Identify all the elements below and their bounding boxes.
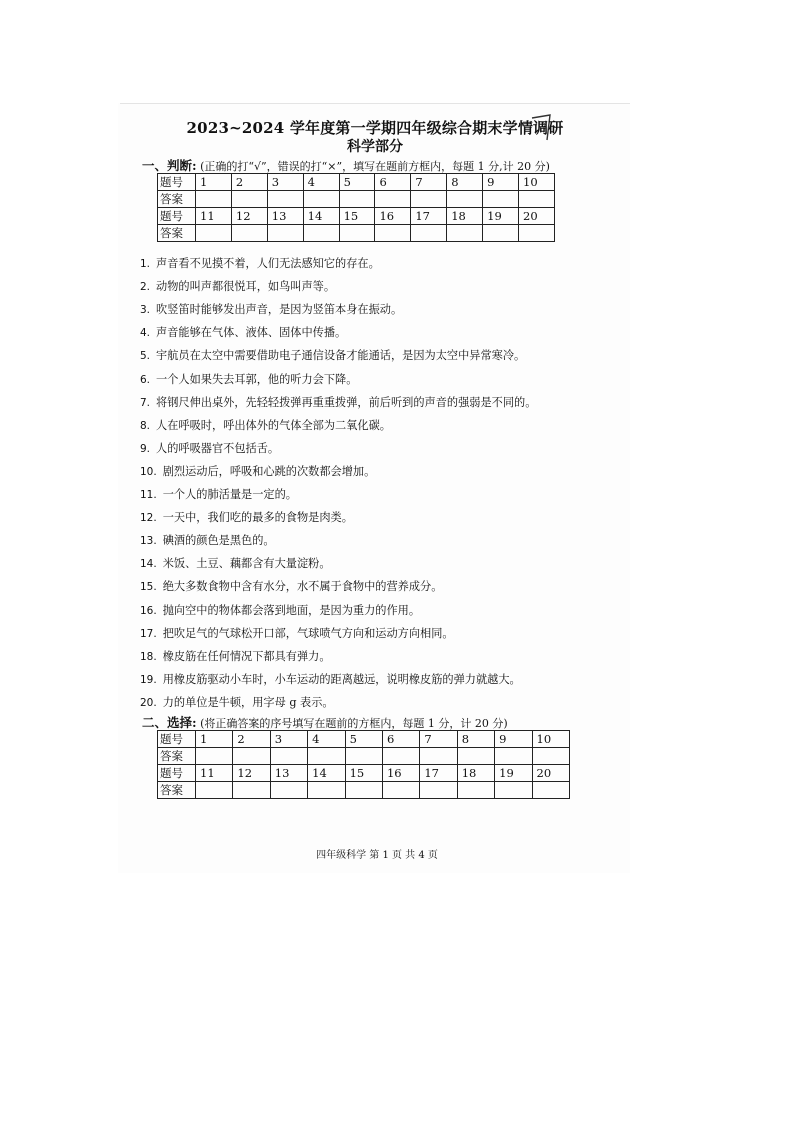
question-text: 一个人如果失去耳郭，他的听力会下降。 — [156, 372, 358, 386]
question-number-cell: 6 — [382, 731, 419, 748]
answer-cell[interactable] — [196, 225, 232, 242]
question-number-cell: 18 — [447, 208, 483, 225]
question-number-cell: 19 — [483, 208, 519, 225]
question-item — [140, 373, 357, 387]
answer-cell[interactable] — [457, 748, 494, 765]
answer-cell[interactable] — [382, 782, 419, 799]
question-item — [140, 280, 335, 294]
number-header: 题号 — [158, 174, 196, 191]
question-item — [140, 534, 275, 548]
question-text: 碘酒的颜色是黑色的。 — [162, 534, 275, 548]
question-text: 绝大多数食物中含有水分，水不属于食物中的营养成分。 — [162, 580, 443, 594]
answer-cell[interactable] — [382, 748, 419, 765]
question-item — [140, 396, 536, 410]
question-number-cell: 9 — [483, 174, 519, 191]
answer-cell[interactable] — [532, 748, 569, 765]
number-header: 题号 — [158, 208, 196, 225]
answer-cell[interactable] — [196, 191, 232, 208]
question-number-cell: 16 — [382, 765, 419, 782]
question-text: 声音看不见摸不着，人们无法感知它的存在。 — [156, 257, 380, 270]
question-number: 3. — [140, 304, 151, 317]
question-number: 4. — [140, 327, 151, 340]
question-text: 宇航员在太空中需要借助电子通信设备才能通话，是因为太空中异常寒冷。 — [156, 349, 526, 363]
question-text: 动物的叫声都很悦耳，如鸟叫声等。 — [156, 280, 336, 294]
question-text: 人在呼吸时，呼出体外的气体全部为二氧化碳。 — [156, 418, 391, 432]
question-number-cell: 3 — [270, 731, 307, 748]
answer-cell[interactable] — [411, 191, 447, 208]
section2-answer-table — [157, 730, 570, 799]
question-number-cell: 8 — [457, 731, 494, 748]
page-subtitle: 科学部分 — [347, 139, 403, 155]
question-number: 13. — [140, 535, 157, 548]
answer-cell[interactable] — [267, 191, 303, 208]
answer-cell[interactable] — [233, 782, 270, 799]
question-number-cell: 11 — [196, 765, 233, 782]
table-row — [158, 782, 570, 799]
answer-cell[interactable] — [447, 225, 483, 242]
question-text: 人的呼吸器官不包括舌。 — [156, 441, 280, 455]
table-row — [158, 208, 555, 225]
question-number: 8. — [140, 419, 151, 432]
answer-cell[interactable] — [483, 191, 519, 208]
answer-cell[interactable] — [308, 782, 345, 799]
question-number-cell: 3 — [267, 174, 303, 191]
table-row — [158, 191, 555, 208]
question-number: 20. — [140, 696, 157, 709]
answer-cell[interactable] — [420, 748, 457, 765]
answer-cell[interactable] — [196, 782, 233, 799]
question-number: 10. — [140, 465, 157, 478]
answer-cell[interactable] — [270, 748, 307, 765]
answer-cell[interactable] — [411, 225, 447, 242]
question-number: 11. — [140, 489, 157, 501]
question-text: 抛向空中的物体都会落到地面，是因为重力的作用。 — [162, 603, 421, 617]
question-text: 力的单位是牛顿，用字母 g 表示。 — [162, 695, 334, 709]
question-number-cell: 15 — [339, 208, 375, 225]
answer-cell[interactable] — [231, 225, 267, 242]
question-number-cell: 15 — [345, 765, 382, 782]
question-number-cell: 7 — [411, 174, 447, 191]
question-text: 将钢尺伸出桌外，先轻轻拨弹再重重拨弹，前后听到的声音的强弱是不同的。 — [156, 395, 537, 409]
question-item — [140, 349, 525, 363]
question-text: 把吹足气的气球松开口部，气球喷气方向和运动方向相同。 — [162, 626, 454, 640]
question-item — [140, 627, 454, 641]
question-text: 吹竖笛时能够发出声音，是因为竖笛本身在振动。 — [156, 303, 403, 317]
answer-cell[interactable] — [483, 225, 519, 242]
question-number: 17. — [140, 627, 157, 640]
question-number-cell: 12 — [233, 765, 270, 782]
question-text: 一个人的肺活量是一定的。 — [162, 488, 297, 501]
question-item — [140, 604, 420, 618]
answer-cell[interactable] — [345, 782, 382, 799]
answer-cell[interactable] — [196, 748, 233, 765]
question-number-cell: 13 — [270, 765, 307, 782]
question-number-cell: 5 — [345, 731, 382, 748]
question-item — [140, 465, 375, 479]
question-number-cell: 10 — [519, 174, 555, 191]
question-text: 橡皮筋在任何情况下都具有弹力。 — [162, 649, 331, 663]
question-number-cell: 7 — [420, 731, 457, 748]
number-header: 题号 — [158, 765, 196, 782]
question-number: 15. — [140, 581, 157, 594]
question-number: 9. — [140, 442, 151, 455]
section1-answer-table — [157, 173, 555, 242]
answer-cell[interactable] — [303, 225, 339, 242]
page-footer: 四年级科学 第 1 页 共 4 页 — [316, 850, 438, 861]
question-item — [140, 580, 442, 594]
table-row — [158, 748, 570, 765]
section2-label: 二、选择: — [142, 715, 197, 730]
section1-label: 一、判断: — [142, 158, 197, 173]
question-item — [140, 442, 279, 456]
question-text: 米饭、土豆、藕都含有大量淀粉。 — [162, 557, 331, 571]
question-number-cell: 20 — [532, 765, 569, 782]
answer-cell[interactable] — [270, 782, 307, 799]
answer-cell[interactable] — [420, 782, 457, 799]
question-number-cell: 10 — [532, 731, 569, 748]
table-row — [158, 731, 570, 748]
question-number-cell: 1 — [196, 731, 233, 748]
answer-cell[interactable] — [495, 748, 532, 765]
answer-cell[interactable] — [308, 748, 345, 765]
question-number: 1. — [140, 258, 151, 270]
question-item — [140, 488, 297, 502]
question-number: 2. — [140, 281, 151, 294]
answer-cell[interactable] — [339, 225, 375, 242]
question-item — [140, 696, 334, 710]
question-number-cell: 19 — [495, 765, 532, 782]
section2-instruction: (将正确答案的序号填写在题前的方框内，每题 1 分，计 20 分) — [200, 717, 508, 730]
answer-cell[interactable] — [233, 748, 270, 765]
answer-cell[interactable] — [339, 191, 375, 208]
question-number-cell: 17 — [420, 765, 457, 782]
answer-cell[interactable] — [519, 191, 555, 208]
question-number-cell: 14 — [308, 765, 345, 782]
question-number-cell: 18 — [457, 765, 494, 782]
answer-cell[interactable] — [231, 191, 267, 208]
answer-cell[interactable] — [532, 782, 569, 799]
question-number-cell: 6 — [375, 174, 411, 191]
section1-instruction: (正确的打“√”，错误的打“×”，填写在题前方框内，每题 1 分,计 20 分) — [200, 160, 550, 173]
question-number-cell: 9 — [495, 731, 532, 748]
question-item — [140, 511, 353, 525]
question-number: 7. — [140, 396, 151, 409]
question-number-cell: 17 — [411, 208, 447, 225]
question-item — [140, 673, 521, 687]
answer-header: 答案 — [158, 782, 196, 799]
question-number: 12. — [140, 512, 157, 525]
top-border — [120, 103, 630, 104]
question-text: 用橡皮筋驱动小车时，小车运动的距离越远，说明橡皮筋的弹力就越大。 — [162, 672, 521, 686]
answer-cell[interactable] — [303, 191, 339, 208]
table-row — [158, 765, 570, 782]
question-number-cell: 4 — [303, 174, 339, 191]
question-item — [140, 257, 380, 271]
question-text: 声音能够在气体、液体、固体中传播。 — [156, 326, 347, 340]
question-number-cell: 1 — [196, 174, 232, 191]
table-row — [158, 174, 555, 191]
question-number-cell: 2 — [233, 731, 270, 748]
question-number-cell: 11 — [196, 208, 232, 225]
question-number-cell: 20 — [519, 208, 555, 225]
question-item — [140, 303, 402, 317]
question-number-cell: 12 — [231, 208, 267, 225]
answer-cell[interactable] — [457, 782, 494, 799]
answer-cell[interactable] — [495, 782, 532, 799]
section1-heading — [142, 156, 550, 174]
section2-heading — [142, 713, 508, 731]
answer-cell[interactable] — [447, 191, 483, 208]
answer-cell[interactable] — [375, 225, 411, 242]
question-text: 剧烈运动后，呼吸和心跳的次数都会增加。 — [162, 464, 376, 478]
question-number: 5. — [140, 350, 151, 363]
question-number: 6. — [140, 373, 151, 386]
question-number: 14. — [140, 558, 157, 571]
question-number-cell: 5 — [339, 174, 375, 191]
question-item — [140, 557, 331, 571]
answer-header: 答案 — [158, 748, 196, 765]
question-number: 16. — [140, 604, 157, 617]
table-row — [158, 225, 555, 242]
page-title: 2023~2024 学年度第一学期四年级综合期末学情调研 — [186, 119, 564, 137]
question-number-cell: 16 — [375, 208, 411, 225]
question-item — [140, 650, 331, 664]
question-item — [140, 326, 346, 340]
question-number: 19. — [140, 673, 157, 686]
answer-cell[interactable] — [375, 191, 411, 208]
answer-cell[interactable] — [519, 225, 555, 242]
answer-cell[interactable] — [345, 748, 382, 765]
question-number: 18. — [140, 650, 157, 663]
number-header: 题号 — [158, 731, 196, 748]
answer-cell[interactable] — [267, 225, 303, 242]
question-number-cell: 14 — [303, 208, 339, 225]
question-number-cell: 2 — [231, 174, 267, 191]
question-number-cell: 4 — [308, 731, 345, 748]
question-number-cell: 8 — [447, 174, 483, 191]
question-text: 一天中，我们吃的最多的食物是肉类。 — [162, 511, 353, 525]
answer-header: 答案 — [158, 191, 196, 208]
question-item — [140, 419, 391, 433]
answer-header: 答案 — [158, 225, 196, 242]
question-number-cell: 13 — [267, 208, 303, 225]
